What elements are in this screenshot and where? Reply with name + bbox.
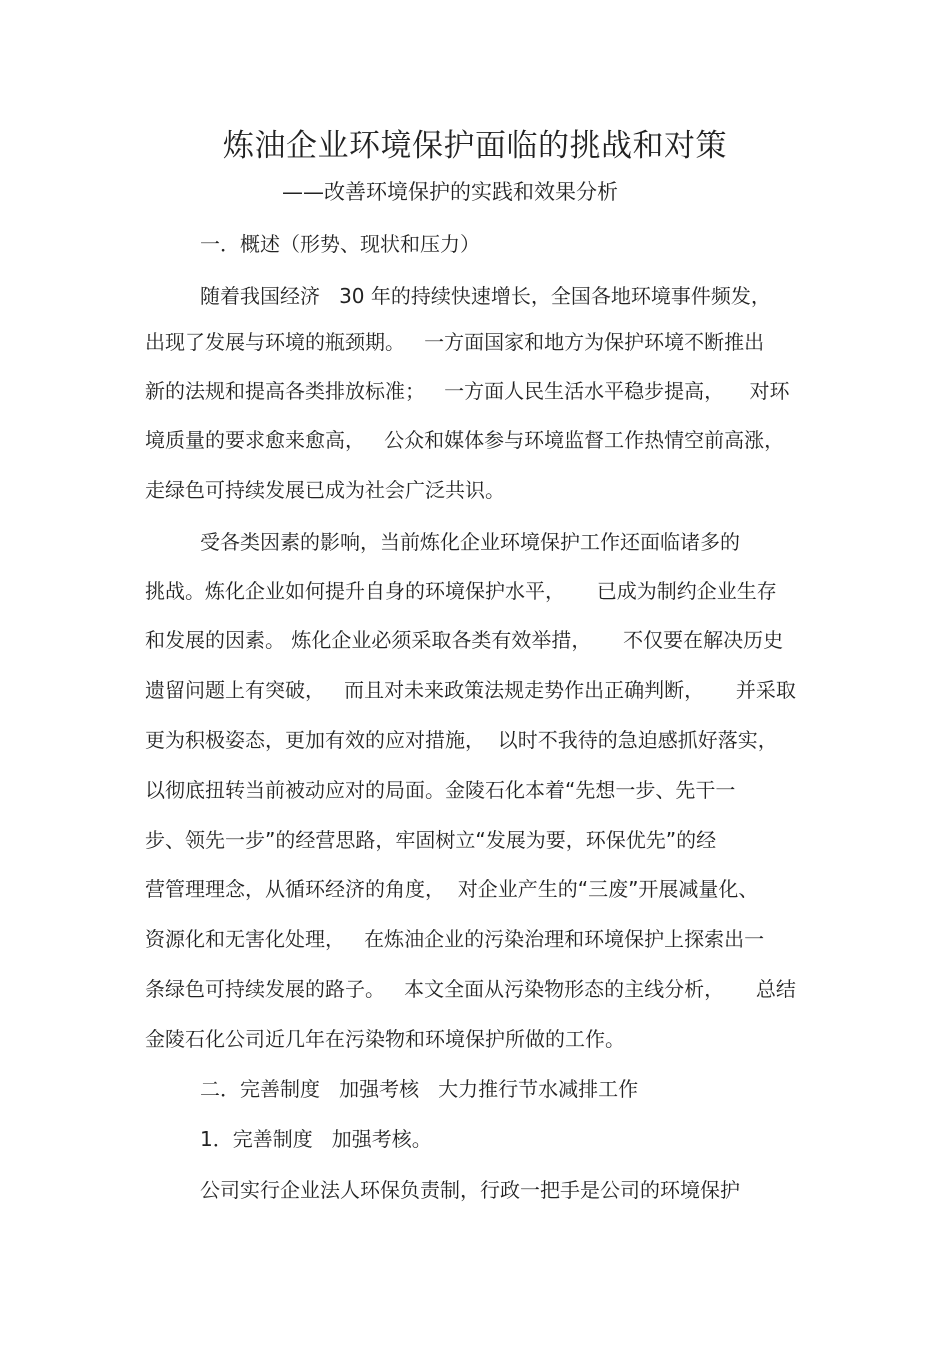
- paragraph-line: 条绿色可持续发展的路子。 本文全面从污染物形态的主线分析， 总结: [145, 977, 796, 1001]
- paragraph-line: 走绿色可持续发展已成为社会广泛共识。: [145, 478, 505, 502]
- document-subtitle: ——改善环境保护的实践和效果分析: [282, 180, 618, 204]
- paragraph-line: 步、领先一步”的经营思路，牢固树立“发展为要，环保优先”的经: [145, 828, 717, 852]
- paragraph-line: 挑战。炼化企业如何提升自身的环境保护水平， 已成为制约企业生存: [145, 579, 777, 603]
- paragraph-line: 营管理理念，从循环经济的角度， 对企业产生的“三废”开展减量化、: [145, 877, 759, 901]
- paragraph-line: 随着我国经济 30 年的持续快速增长，全国各地环境事件频发，: [200, 284, 771, 308]
- paragraph-line: 遗留问题上有突破， 而且对未来政策法规走势作出正确判断， 并采取: [145, 678, 796, 702]
- document-title: 炼油企业环境保护面临的挑战和对策: [223, 128, 727, 164]
- subsection-heading: 1．完善制度 加强考核。: [200, 1127, 432, 1151]
- section-heading-system: 二．完善制度 加强考核 大力推行节水减排工作: [200, 1077, 639, 1101]
- paragraph-line: 新的法规和提高各类排放标准； 一方面人民生活水平稳步提高， 对环: [145, 379, 790, 403]
- paragraph-line: 受各类因素的影响，当前炼化企业环境保护工作还面临诸多的: [200, 530, 740, 554]
- paragraph-line: 出现了发展与环境的瓶颈期。 一方面国家和地方为保护环境不断推出: [145, 330, 765, 354]
- paragraph-line: 以彻底扭转当前被动应对的局面。金陵石化本着“先想一步、先干一: [145, 778, 736, 802]
- paragraph-line: 境质量的要求愈来愈高， 公众和媒体参与环境监督工作热情空前高涨，: [145, 428, 785, 452]
- paragraph-line: 金陵石化公司近几年在污染物和环境保护所做的工作。: [145, 1027, 625, 1051]
- paragraph-line: 更为积极姿态，更加有效的应对措施， 以时不我待的急迫感抓好落实，: [145, 728, 778, 752]
- section-heading-overview: 一．概述（形势、现状和压力）: [200, 232, 480, 256]
- paragraph-line: 资源化和无害化处理， 在炼油企业的污染治理和环境保护上探索出一: [145, 927, 765, 951]
- paragraph-line: 和发展的因素。 炼化企业必须采取各类有效举措， 不仅要在解决历史: [145, 628, 784, 652]
- paragraph-line: 公司实行企业法人环保负责制，行政一把手是公司的环境保护: [200, 1178, 740, 1202]
